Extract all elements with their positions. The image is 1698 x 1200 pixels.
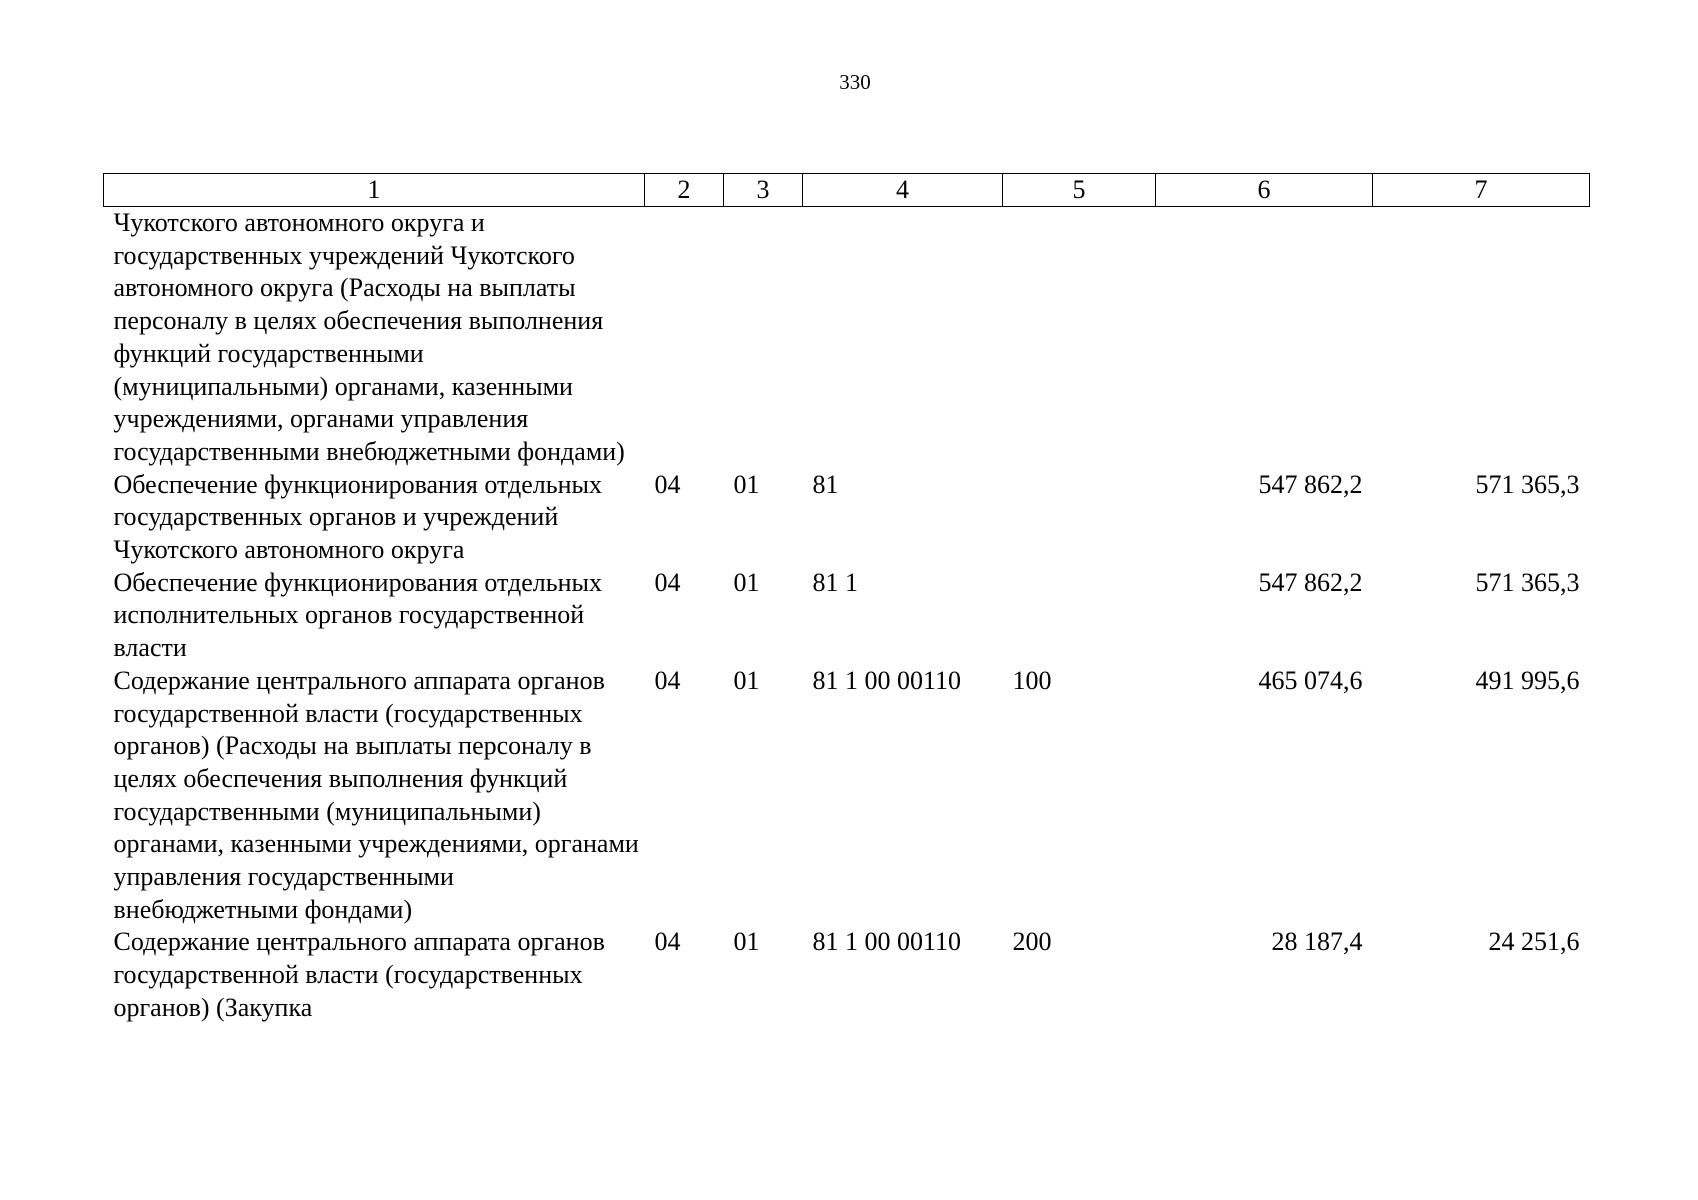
- row-sum-1: 547 862,2: [1258, 567, 1363, 597]
- row-sum-2: 491 995,6: [1475, 665, 1580, 695]
- table-row: [104, 469, 1590, 567]
- row-subsection: 01: [733, 665, 760, 695]
- row-expense-type: [1003, 207, 1156, 469]
- table-row: [104, 567, 1590, 665]
- row-sum-2: 24 251,6: [1488, 927, 1580, 957]
- row-sum-2: [1373, 207, 1590, 469]
- row-target-code: [803, 207, 1003, 469]
- row-expense-type: 200: [1012, 927, 1052, 957]
- row-target-code: 81: [812, 469, 839, 499]
- column-header-4: 4: [803, 174, 1003, 207]
- column-header-7: 7: [1373, 174, 1590, 207]
- row-name: Содержание центрального аппарата органов государственной власти (государственных органов) (Расходы на выплаты персоналу в целях обеспечения выполнения функций государственными (муниципальными) органами, казенными учреждениями, органами управления государственными внебюджетными фондами): [113, 665, 639, 924]
- header-row: [104, 174, 1590, 207]
- row-target-code: 81 1 00 00110: [812, 665, 962, 695]
- row-expense-type: [1003, 567, 1156, 665]
- row-subsection: 01: [733, 567, 760, 597]
- row-section: 04: [654, 567, 681, 597]
- column-header-3: 3: [724, 174, 803, 207]
- row-sum-2: 571 365,3: [1475, 567, 1580, 597]
- page-number: 330: [839, 70, 871, 94]
- row-name: Обеспечение функционирования отдельных исполнительных органов государственной власти: [113, 567, 603, 663]
- row-name: Содержание центрального аппарата органов государственной власти (государственных органов) (Закупка: [113, 927, 605, 1022]
- table-header: [104, 174, 1590, 207]
- column-header-6: 6: [1156, 174, 1373, 207]
- column-header-1: 1: [104, 174, 645, 207]
- row-section: [645, 207, 724, 469]
- column-header-2: 2: [645, 174, 724, 207]
- row-section: 04: [654, 469, 681, 499]
- row-sum-1: 28 187,4: [1271, 927, 1363, 957]
- row-sum-2: 571 365,3: [1475, 469, 1580, 499]
- table-row: [104, 207, 1590, 469]
- row-sum-1: 547 862,2: [1258, 469, 1363, 499]
- budget-table: [103, 173, 1590, 1025]
- table-row: [104, 926, 1590, 1024]
- row-name: Обеспечение функционирования отдельных государственных органов и учреждений Чукотского автономного округа: [113, 469, 603, 565]
- row-target-code: 81 1: [812, 567, 858, 597]
- row-name: Чукотского автономного округа и государственных учреждений Чукотского автономного округа (Расходы на выплаты персоналу в целях обеспечения выполнения функций государственными (муниципальными) органами, казенными учреждениями, органами управления государственными внебюджетными фондами): [113, 208, 625, 466]
- row-section: 04: [654, 927, 681, 957]
- row-expense-type: 100: [1012, 665, 1052, 695]
- row-section: 04: [654, 665, 681, 695]
- table-body: [104, 207, 1590, 1025]
- row-subsection: 01: [733, 469, 760, 499]
- row-target-code: 81 1 00 00110: [812, 927, 962, 957]
- row-sum-1: [1156, 207, 1373, 469]
- row-subsection: [724, 207, 803, 469]
- row-expense-type: [1003, 469, 1156, 567]
- row-sum-1: 465 074,6: [1258, 665, 1363, 695]
- row-subsection: 01: [733, 927, 760, 957]
- table-row: [104, 665, 1590, 927]
- column-header-5: 5: [1003, 174, 1156, 207]
